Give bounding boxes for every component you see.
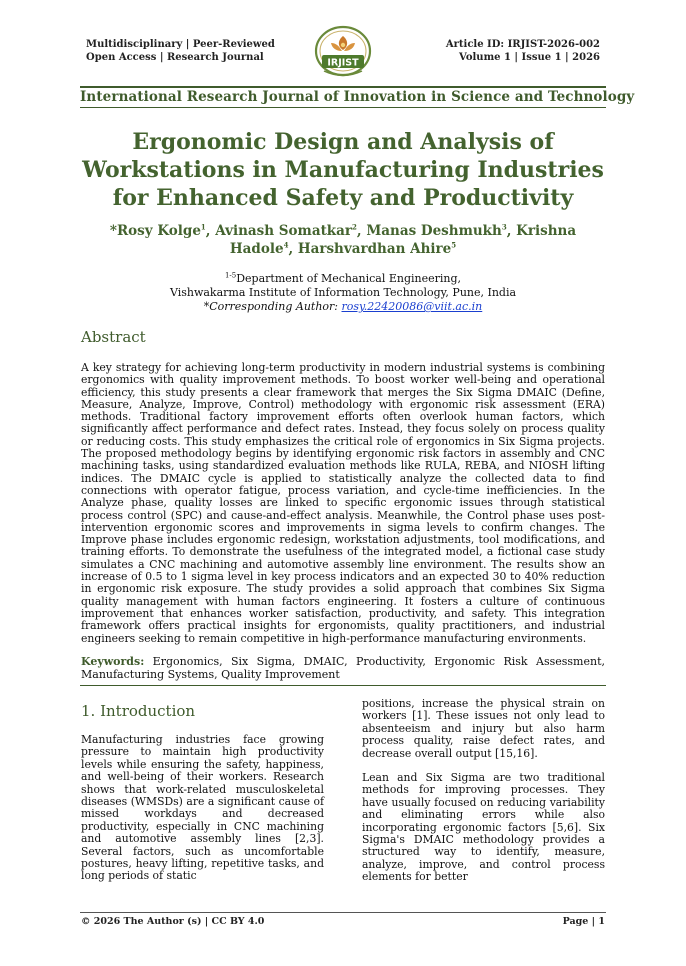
footer-license: © 2026 The Author (s) | CC BY 4.0	[81, 916, 265, 927]
header-left-line1: Multidisciplinary | Peer-Reviewed	[86, 39, 275, 50]
keywords-label: Keywords:	[81, 655, 145, 668]
logo-text: IRJIST	[327, 57, 359, 69]
column-left	[81, 734, 324, 895]
author: *Rosy Kolge$^1$,	[109, 222, 216, 239]
footer-rule	[80, 912, 606, 913]
abstract-text: A key strategy for achieving long-term productivity in modern industrial systems is combining ergonomics with quality improvement methods. To boost worker well-being and operational efficiency, this study presents a clear framework that merges the Six Sigma DMAIC (Define, Measure, Analyze, Improve, Control) methodology with ergonomic risk assessment (ERA) methods. Traditional factory improvement efforts often overlook human factors, which significantly affect performance and defect rates. Instead, they focus solely on process quality or reducing costs. This study emphasizes the critical role of ergonomics in Six Sigma projects. The proposed methodology begins by identifying ergonomic risk factors in assembly and CNC machining tasks, using standardized evaluation methods like RULA, REBA, and NIOSH lifting indices. The DMAIC cycle is applied to statistically analyze the collected data to find connections with operator fatigue, process variation, and cycle-time inefficiencies. In the Analyze phase, quality losses are linked to specific ergonomic issues through statistical process control (SPC) and cause-and-effect analysis. Meanwhile, the Control phase uses post-intervention ergonomic scores and improvements in sigma levels to confirm changes. The Improve phase includes ergonomic redesign, workstation adjustments, tool modifications, and training efforts. To demonstrate the usefulness of the integrated model, a fictional case study simulates a CNC machining and automotive assembly line environment. The results show an increase of 0.5 to 1 sigma level in key process indicators and an expected 30 to 40% reduction in ergonomic risk exposure. The study provides a solid approach that combines Six Sigma quality management with human factors engineering. It fosters a culture of continuous improvement that enhances worker satisfaction, productivity, and safety. This integration framework offers practical insights for ergonomists, quality practitioners, and industrial engineers seeking to remain competitive in high-performance manufacturing environments.	[81, 361, 605, 645]
header-rule-top	[80, 86, 606, 88]
paper-title: Ergonomic Design and Analysis of Workstations in Manufacturing Industries for Enhanced Safety and Productivity	[82, 129, 604, 211]
header-rule-bottom	[80, 107, 606, 108]
keywords	[81, 655, 605, 681]
header-right	[446, 38, 600, 64]
corresponding-label: *Corresponding Author:	[203, 300, 342, 313]
header-left	[86, 38, 275, 64]
journal-logo	[312, 24, 374, 82]
volume-issue: Volume 1 | Issue 1 | 2026	[458, 52, 600, 63]
paragraph: positions, increase the physical strain on workers [1]. These issues not only lead to absenteeism and injury but also harm process quality, raise defect rates, and decrease overall output [15,16].	[362, 697, 605, 760]
paragraph: Lean and Six Sigma are two traditional methods for improving processes. They have usually focused on reducing variability and eliminating errors while also incorporating ergonomic factors [5,6]. Six Sigma's DMAIC methodology provides a structured way to identify, measure, analyze, improve, and control process elements for better	[362, 771, 605, 884]
department: Department of Mechanical Engineering,	[236, 272, 462, 285]
keywords-text: Ergonomics, Six Sigma, DMAIC, Productivity, Ergonomic Risk Assessment, Manufacturing Systems, Quality Improvement	[81, 655, 605, 681]
keywords-rule	[80, 685, 606, 686]
author: Krishna Hadole$^4$,	[229, 223, 577, 257]
section-heading-introduction: 1. Introduction	[81, 702, 196, 720]
article-id: Article ID: IRJIST-2026-002	[445, 39, 600, 50]
author: Manas Deshmukh$^3$,	[366, 222, 517, 239]
institute: Vishwakarma Institute of Information Technology, Pune, India	[169, 286, 517, 299]
abstract-heading: Abstract	[81, 328, 146, 346]
column-right	[362, 698, 605, 896]
author: Avinash Somatkar$^2$,	[215, 222, 367, 239]
author-list	[100, 222, 586, 258]
affiliation: $^{1-5}$Department of Mechanical Engineering, Vishwakarma Institute of Information Technology, Pune, India *Corresponding Author: rosy.22420086@viit.ac.in	[100, 272, 586, 314]
paragraph: Manufacturing industries face growing pressure to maintain high productivity levels while ensuring the safety, happiness, and well-being of their workers. Research shows that work-related musculoskeletal diseases (WMSDs) are a significant cause of missed workdays and decreased productivity, especially in CNC machining and automotive assembly lines [2,3]. Several factors, such as uncomfortable postures, heavy lifting, repetitive tasks, and long periods of static	[81, 733, 324, 883]
author: Harshvardhan Ahire$^5$	[297, 240, 457, 257]
footer-page-number: Page | 1	[562, 916, 605, 927]
header-left-line2: Open Access | Research Journal	[86, 52, 264, 63]
email-link[interactable]: rosy.22420086@viit.ac.in	[341, 300, 483, 313]
journal-name: International Research Journal of Innovation in Science and Technology	[80, 89, 635, 105]
